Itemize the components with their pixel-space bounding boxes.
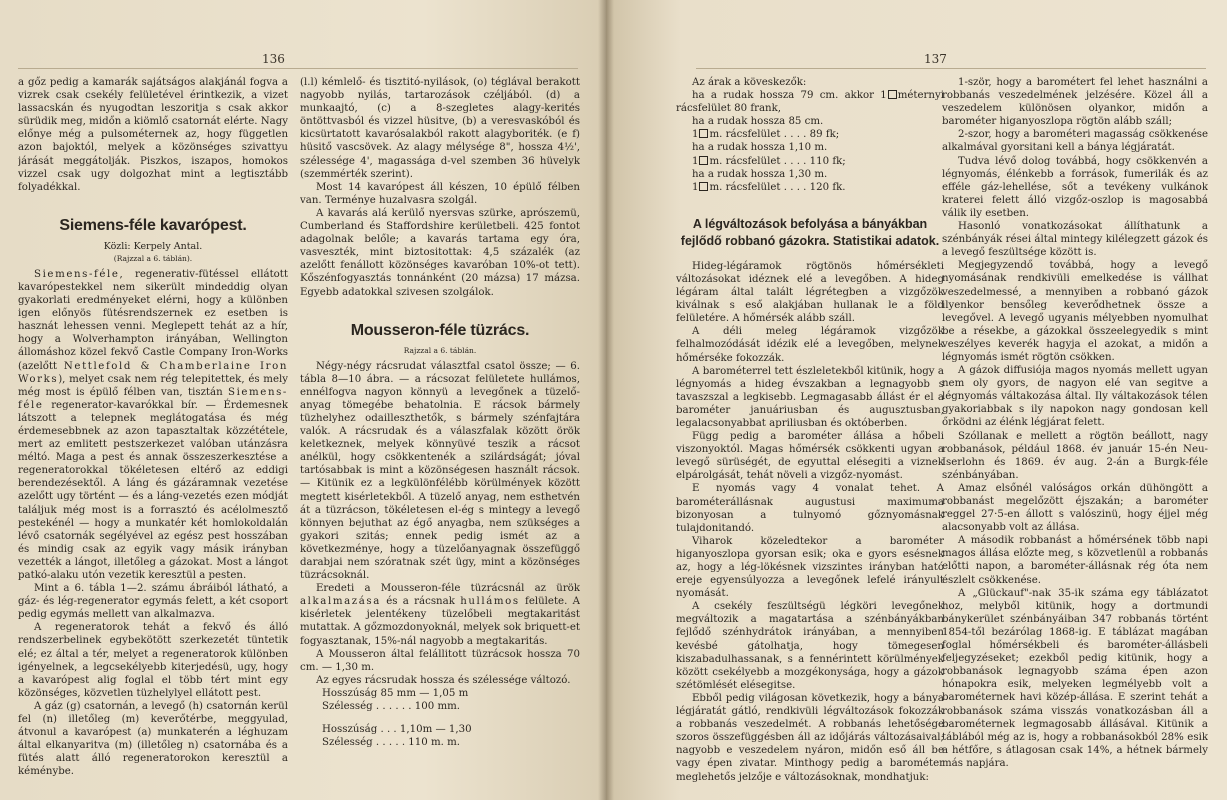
paragraph: Amaz elsőnél valóságos orkán dühöngött a robbanást megelőzött éjszakán; a barométer reggel 27·5-en állott s valószinü, hogy éjjel még alacsonyabb volt az állása. [942,482,1208,534]
price-line: ha a rudak hossza 85 cm. [692,116,824,128]
paragraph: (l.l) kémlelő- és tisztitó-nyilások, (o) téglával berakott nagyobb nyilás, tartarozások czéljából. (d) a munkaajtó, (c) a 8-szegletes alagy-kerités öntöttvasból és vizzel hüsitve, (b) a veresvaskóból és kicsürtatott kavarósalakból rakott alagyboriték. (e f) hüsitő vascsövek. Az alagy mélysége 8", hossza 4½', szélessége 4', magassága d-vel szemben 36 hüvelyk (szemmérték szerint). [300,77,580,180]
paragraph: Hasonló vonatkozásokat állíthatunk a szénbányák rései által mintegy kilélegzett gázok és a levegő feszültsége között is. [942,221,1208,259]
right-column-2 [942,76,1208,770]
paragraph: Eredeti a Mousseron-féle tüzrácsnál az ürök alkalmazása és a rácsnak hullámos felülete. A kisérletek jelentékeny tüzelőbeli megtakaritást mutattak. A gőzmozdonyoknál, melyek sok briquett-et fogyasztanak, 15%-nál nagyobb a megtakaritás. [300,583,580,647]
paragraph: A csekély feszültségü légköri levegőnek megváltozik a magatartása a szénbányákban fejlődő szénhydrátok irányában, a mennyiben kevésbé gátolhatja, hogy tömegesen kiszabadulhassanak, s a fennérintett körülmények között csekélyebb a mozgékonysága, hogy a gázok szétömlését elésegitse. [676,601,944,691]
left-page [0,0,606,800]
dimension-line: Szélesség . . . . . 110 m. m. [322,737,461,749]
page-number: 137 [924,52,947,66]
paragraph: Hideg-légáramok rögtönös hőmérsékleti változásokat idéznek elé a levegőben. A hideg légáram által talált légrétegben a vizgőzök kiválnak s eső alakjában hullanak le a föld felületére. A hőmérsék alább száll. [676,260,944,325]
right-column-1 [676,76,944,784]
paragraph: 1-ször, hogy a barométert fel lehet használni a robbanás veszedelmének jelzésére. Közel áll a veszedelem különösen olyankor, midőn a barométer higanyoszlopa rögtön alább száll; [942,77,1208,128]
price-line: 1 m. rácsfelület . . . . 89 fk; [692,129,840,141]
price-line: ha a rudak hossza 79 cm. akkor 1 méternyi rácsfelület 80 frank, [676,90,944,115]
book-gutter [598,0,614,800]
right-page [606,0,1227,800]
header-rule [696,68,1206,69]
price-line: ha a rudak hossza 1,10 m. [692,142,828,154]
paragraph: Tudva lévő dolog továbbá, hogy csökkenvén a légnyomás, élénkebb a források, fumerilák és az efféle gáz-lehellése, sőt a tevékeny vulkánok kraterei felett álló vizgőz-oszlop is magosabbá válik ily esetben. [942,155,1208,219]
paragraph: E nyomás vagy 4 vonalat tehet. A barométerállásnak augustusi maximuma bizonyosan a tulnyomó gőznyomásnak tulajdonitandó. [676,483,944,534]
price-line: ha a rudak hossza 1,30 m. [692,168,828,180]
paragraph: A második robbanást a hőmérsének több napi magos állása előzte meg, s közvetlenül a robbanás előtti napon, a barométer-állásnak rég óta nem észlelt csökkenése. [942,535,1208,586]
article-heading: Mousseron-féle tüzrács. [350,321,530,339]
paragraph: Mint a 6. tábla 1—2. számu ábráiból látható, a gáz- és lég-regenerator egymás felett, a két csoport pedig egymás mellett van alkalmazva. [18,583,288,621]
paragraph: Szóllanak e mellett a rögtön beállott, nagy robbanások, például 1868. év január 15-én Neu-Iserlohn és 1869. év aug. 2-án a Burgk-féle szénbányában. [942,430,1208,481]
paragraph: a gőz pedig a kamarák sajátságos alakjánál fogva a vizrek csak csekély felületével érintkezik, a vizet lassacskán és nyugodtan leszoritja s csak akkor sürüdik meg, midőn a kiömlő csatornát elérte. Nagy előnye még a pulsométernek az, hogy független azon bajoktól, melyek a közönséges szivattyu járását meggátolják. Piszkos, iszapos, homokos vizzel csak ugy dolgozhat mint a legtisztább folyadékkal. [18,77,288,193]
author-line: Közli: Kerpely Antal. [103,240,203,252]
paragraph: A regeneratorok tehát a fekvő és álló rendszerbelinek egybekötött szerkezetét tüntetik elé; ez által a tér, melyet a regeneratorok különben igényelnek, a legcsekélyebb kiterjedésü, ugy, hogy a kavarópest alig foglal el több tért mint egy közönséges, közvetlen tüzhelylyel ellátott pest. [18,622,288,699]
paragraph: Megjegyzendő továbbá, hogy a levegő nyomásának rendkivüli emelkedése is vállhat veszedelmessé, a mennyiben a robbanó gázok ilyenkor bensőleg keverődhetnek össze a levegővel. A levegő ugyanis mélyebben nyomulhat be a résekbe, a gázokkal összeelegyedik s mint veszélyes keverék hagyja el azokat, a midőn a légnyomás ismét rögtön csökken. [942,260,1208,363]
price-intro: Az árak a köveskezők: [692,77,807,88]
paragraph: A gázok diffusiója magos nyomás mellett ugyan nem oly gyors, de nagyon elé van segitve a légnyomás váltakozása által. Ily váltakozások télen gyakoriabbak s ily napokon nagy gondosan kell őrködni az élénk légjárat felett. [942,365,1208,429]
paragraph: A Mousseron által felállitott tüzrácsok hossza 70 cm. — 1,30 m. [300,648,580,673]
left-column-1 [18,76,288,779]
article-heading: Siemens-féle kavarópest. [59,216,247,234]
article-heading: A légváltozások befolyása a bányákban fejlődő robbanó gázokra. Statistikai adatok. [680,216,940,248]
figure-note: (Rajzzal a 6. táblán). [113,253,193,263]
header-rule [18,68,578,69]
figure-note: Rajzzal a 6. táblán. [403,345,477,355]
paragraph: A déli meleg légáramok vizgőzök felhalmozódását idézik elé a levegőben, melynek hőmérséke fokozzák. [676,326,944,364]
paragraph: Az egyes rácsrudak hossza és szélessége változó. [316,674,571,686]
paragraph: A „Glückauf"-nak 35-ik száma egy táblázatot hoz, melyből kitünik, hogy a dortmundi bánykerület szénbányáiban 347 robbanás történt 1854-től bezárólag 1868-ig. E táblázat magában foglal hőmérsékbeli és barométer-állásbeli feljegyzéseket; ezekből pedig kitünik, hogy a robbanások legnagyobb száma épen azon hónapokra esik, melyeken legmélyebb volt a barométernek havi közép-állása. E szerint tehát a robbanások száma visszás vonatkozásban áll a barométernek legmagosabb állásával. Kitünik a táblából még az is, hogy a robbanásokból 28% esik a hétfőre, s átlagosan csak 14%, a hétnek bármely más napjára. [942,587,1208,769]
dimension-line: Szélesség . . . . . . 100 mm. [322,701,461,713]
square-symbol [699,129,708,138]
paragraph: Négy-négy rácsrudat választfal csatol össze; — 6. tábla 8—10 ábra. — a rácsozat felületete hullámos, ennélfogva nagyon könnyü a levegőnek a tüzelő-anyag tömegébe behatolnia. E rácsok bármely tüzhelyhez odailleszthetők, s bármely szénfajtára valók. A rácsrudak és a válaszfalak között örök keletkeznek, melyek könnyüvé teszik a rácsot anélkül, hogy csökkentenék a szilárdságát; jóval tartósabbak is mint a közönségesen használt rácsok. — Kitünik ez a legkülönfélébb körülmények között megtett kisérletekből. A tüzelő anyag, nem esthetvén át a tüzrácson, tökéletesen el-ég s mintegy a levegő könnyen bejuthat az égő anyagba, nem szükséges a gyakori szitás; ennek pedig ismét az a következménye, hogy a tüzelőanyagnak összefüggő darabjai nem szóratnak szét ügy, mint a közönséges tüzrácsoknál. [300,360,580,582]
paragraph: Most 14 kavarópest áll készen, 10 épülő félben van. Terménye huzalvasra szolgál. [300,181,580,206]
price-line: 1 m. rácsfelület . . . . 110 fk; [692,155,846,167]
left-column-2 [300,76,580,749]
paragraph: A gáz (g) csatornán, a levegő (h) csatornán kerül fel (n) illetőleg (m) keverőtérbe, meggyulad, átvonul a kavarópest (a) munkaterén a léghuzam által elkanyaritva (m) (illetőleg n) csatornába és a fütés alatt álló regeneratorokon keresztül a kéménybe. [18,700,288,778]
paragraph: A kavarás alá kerülő nyersvas szürke, aprószemü, Cumberland és Staffordshire kerületbeli. 425 fontot adagolnak belőle; a kavarás tartama egy óra, vasveszték, mint biztositottak: 4,5 százalék (az azelőtt fenállott közönséges kavaróban 10%-ot tett). Kőszénfogyasztás tonnánként (20 mázsa) 17 mázsa. Egyebb adatokkal szivesen szolgálok. [300,207,580,298]
dimension-line: Hosszúság 85 mm — 1,05 m [322,687,469,699]
paragraph: A barométerrel tett észleletekből kitünik, hogy a légnyomás a hideg évszakban a legnagyobb s tavaszszal a legkisebb. Legmagasabb állást ér el a barométer januáriusban és augusztusban, legalacsonyabbat apriliusban és októberben. [676,365,944,429]
paragraph: Ebből pedig világosan következik, hogy a bánya légjáratát gátló, rendkivüli légváltozások fokozzák a robbanás veszedelmét. A robbanás lehetősége szoros összefüggésben áll az időjárás változásaival; nagyobb e veszedelem nyáron, midőn eső áll be vagy épen zivatar. Minthogy pedig a barométer meglehetős jelzője e változásoknak, mondhatjuk: [676,692,944,783]
paragraph: Függ pedig a barométer állása a hőbeli viszonyoktól. Magas hőmérsék csökkenti ugyan a levegő sürüségét, de egyuttal elésegiti a viznek elpárolgását, tehát növeli a vizgőz-nyomást. [676,431,944,482]
price-line: 1 m. rácsfelület . . . . 120 fk. [692,181,846,193]
dimension-line: Hosszúság . . . 1,10m — 1,30 [322,724,472,736]
square-symbol [699,182,708,191]
paragraph: Siemens-féle, regenerativ-fütéssel ellátott kavarópestekkel nem sikerült mindeddig olyan gyakorlati eredményeket elérni, hogy a különben igen előnyös fütésrendszernek ez esetben is hasznát lehessen venni. Meglepett tehát az a hír, hogy a Wolverhampton irányában, Wellington állomáshoz közel fekvő Castle Company Iron-Works (azelőtt Nettlefold & Chamberlaine Iron Works), melyet csak nem rég telepitettek, és mely még most is épülő félben van, tisztán Siemens-féle regenerator-kavarókkal bír. — Érdemesnek látszott a telepnek meglátogatása és még érdemesebbnek az azon tapasztaltak közzététele, mert az emlitett pestszerkezet valóban utánzásra méltó. Maga a pest és annak összeszerkesztése a regeneratorokkal tökéletesen eltérő az eddigi berendezésektől. A láng és gázáramnak vezetése azelőtt ugy történt — és a láng-vezetés ezen módját találjuk még most is a forrasztó és acélolmesztő pestekénél — hogy a munkatér két homlokoldalán lévő csatornák segélyével az egész pest hosszában és mindig csak az egyik vagy másik irányban vezették a lángot, illetőleg a gázokat. Most a lángot patkó-alaku utón vezetik keresztül a pesten. [18,268,288,581]
paragraph: Viharok közeledtekor a barométer higanyoszlopa gyorsan esik; oka e gyors esésnek az, hogy a lég-lökésnek vizszintes irányban ható ereje egyensúlyozza a levegőnek lefelé irányult nyomását. [676,535,944,600]
square-symbol [888,90,897,99]
page-number: 136 [262,52,285,66]
paragraph: 2-szor, hogy a barométeri magasság csökkenése alkalmával gyorsitani kell a bánya légjáratát. [942,129,1208,154]
square-symbol [699,156,708,165]
